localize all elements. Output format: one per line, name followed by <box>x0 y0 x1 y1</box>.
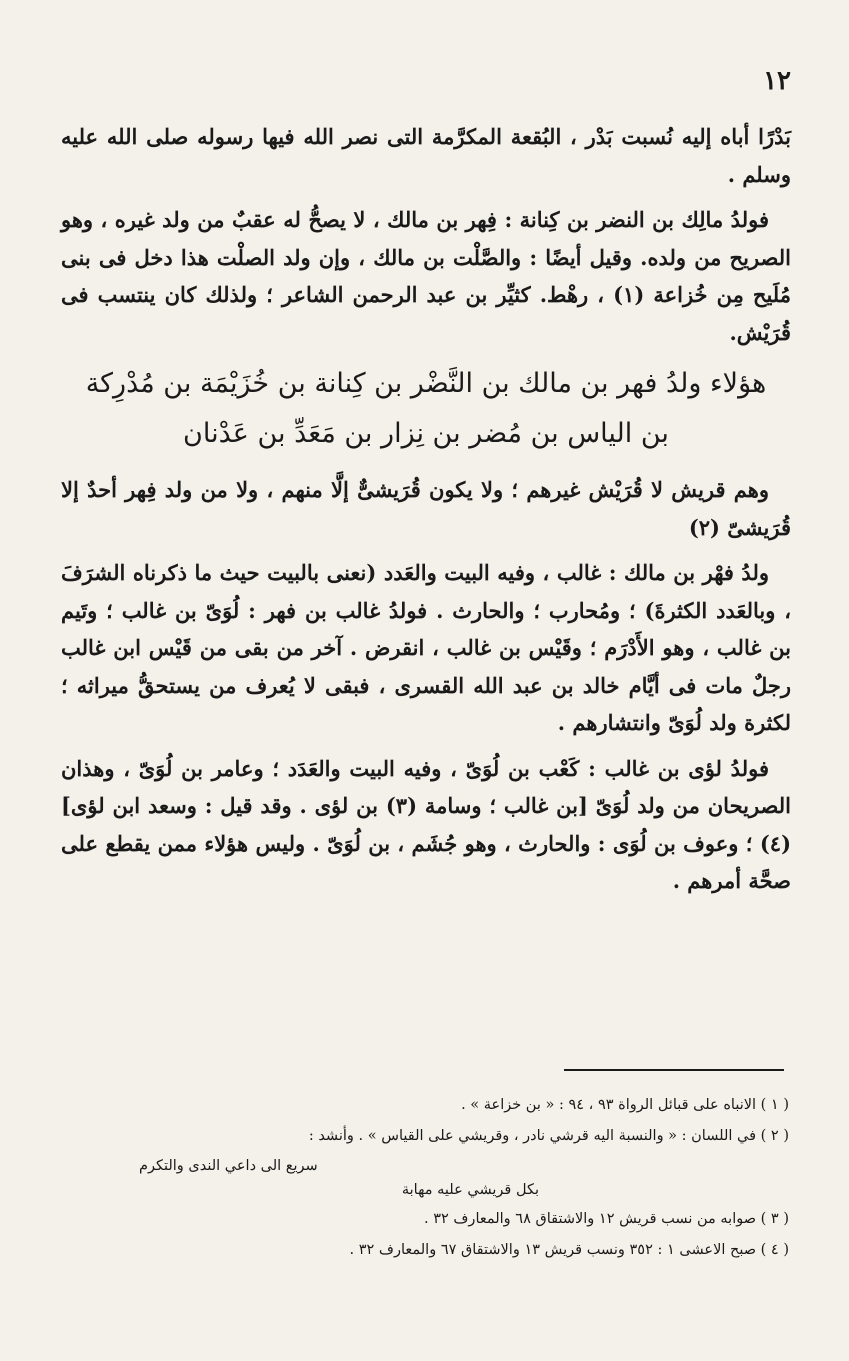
paragraph-2: فولدُ مالِك بن النضر بن كِنانة : فِهر بن مالك ، لا يصحُّ له عقبٌ من ولد غيره ، وهو الصريح من ولده. وقيل أيضًا : والصَّلْت بن مالك ، وإن ولد الصلْت هذا دخل فى بنى مُلَيح مِن خُزاعة (١) ، رهْط. كثيِّر بن عبد الرحمن الشاعر ؛ ولذلك كان ينتسب فى قُرَيْش. <box>61 207 791 345</box>
footnote-4: ( ٤ ) صبح الاعشى ١ : ٣٥٢ ونسب قريش ١٣ والاشتقاق ٦٧ والمعارف ٣٢ . <box>349 1242 789 1258</box>
paragraph-4: ولدُ فهْر بن مالك : غالب ، وفيه البيت والعَدد (نعنى بالبيت حيث ما ذكرناه الشرَفَ ، وبالعَدد الكثرةَ) ؛ ومُحارب ؛ والحارث . فولدُ غالب بن فهر : لُوَىّ بن غالب ؛ وتَيم بن غالب ، وهو الأَدْرَم ؛ وقَيْس بن غالب ، انقرض . آخر من بقى من قَيْس ابن غالب رجلٌ مات فى أيَّام خالد بن عبد الله القسرى ، فبقى لا يُعرف من يستحقُّ ميراثه ؛ لكثرة ولد لُوَىّ وانتشارهم . <box>61 560 791 735</box>
verse-second-hemistich: سريع الى داعي الندى والتكرم <box>139 1158 318 1174</box>
main-text <box>61 118 791 908</box>
paragraph-1: بَدْرًا أباه إليه نُسبت بَدْر ، البُقعة المكرَّمة التى نصر الله فيها رسوله صلى الله عليه وسلم . <box>61 124 791 187</box>
verse-first-hemistich: بكل قريشي عليه مهابة <box>401 1182 539 1198</box>
paragraph-5: فولدُ لؤى بن غالب : كَعْب بن لُوَىّ ، وفيه البيت والعَدَد ؛ وعامر بن لُوَىّ ، وهذان الصريحان من ولد لُوَىّ [بن غالب ؛ وسامة (٣) بن لؤى . وقد قيل : وسعد ابن لؤى] (٤) ؛ وعوف بن لُوَى : والحارث ، وهو جُشَم ، بن لُوَىّ . وليس هؤلاء ممن يقطع على صحَّة أمرهم . <box>61 755 791 893</box>
footnote-2: ( ٢ ) في اللسان : « والنسبة اليه قرشي نادر ، وقريشي على القياس » . وأنشد : <box>308 1128 789 1144</box>
paragraph-3: وهم قريش لا قُرَيْش غيرهم ؛ ولا يكون قُرَيشىٌّ إلَّا منهم ، ولا من ولد فِهر أحدٌ إلا قُرَيشىّ (٢) <box>61 477 791 540</box>
footnotes <box>79 1090 789 1266</box>
footnote-divider <box>564 1069 784 1071</box>
footnote-1: ( ١ ) الانباه على قبائل الرواة ٩٣ ، ٩٤ : « بن خزاعة » . <box>461 1097 789 1113</box>
page-number: ١٢ <box>763 66 791 96</box>
footnote-verse <box>79 1152 789 1204</box>
lineage-heading: هؤلاء ولدُ فهر بن مالك بن النَّضْر بن كِنانة بن خُزَيْمَة بن مُدْرِكة بن الياس بن مُضر بن نِزار بن مَعَدِّ بن عَدْنان <box>85 368 767 449</box>
footnote-3: ( ٣ ) صوابه من نسب قريش ١٢ والاشتقاق ٦٨ والمعارف ٣٢ . <box>424 1211 789 1227</box>
